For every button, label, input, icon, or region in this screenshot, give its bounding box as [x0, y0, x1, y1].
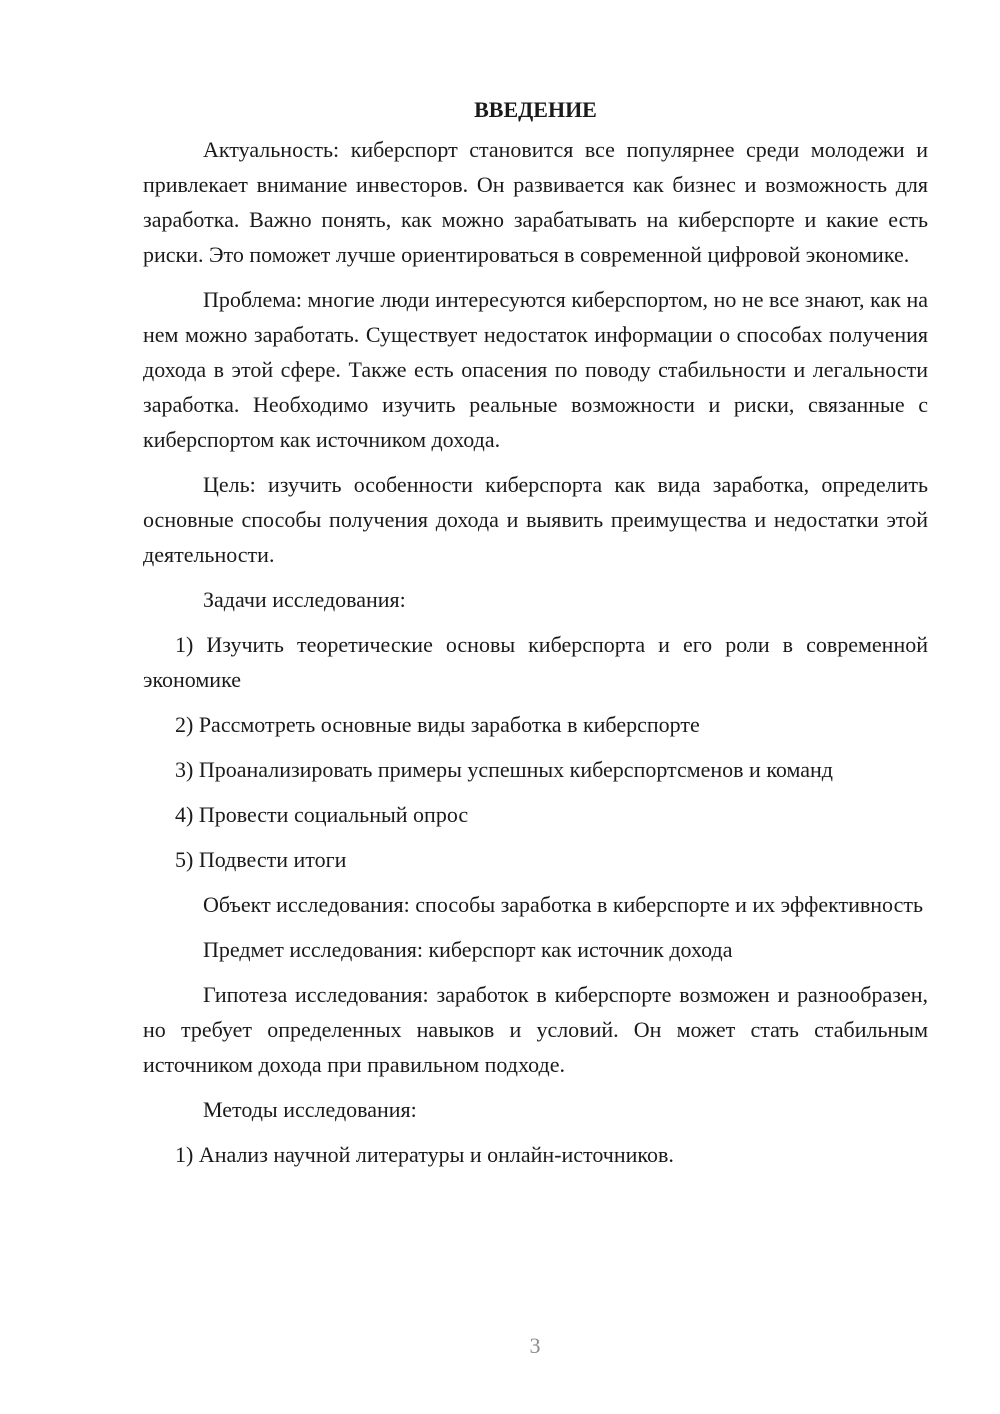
problem-label: Проблема:	[203, 287, 302, 312]
subject-paragraph: Предмет исследования: киберспорт как источник дохода	[203, 937, 733, 962]
document-page	[143, 92, 928, 1182]
task-item-5: 5) Подвести итоги	[175, 847, 347, 872]
relevance-paragraph	[143, 132, 928, 272]
task-item-2: 2) Рассмотреть основные виды заработка в киберспорте	[175, 712, 700, 737]
relevance-label: Актуальность:	[203, 137, 340, 162]
method-item-1: 1) Анализ научной литературы и онлайн-источников.	[175, 1142, 674, 1167]
methods-heading: Методы исследования:	[203, 1097, 417, 1122]
page-number: 3	[529, 1333, 541, 1358]
goal-paragraph	[143, 467, 928, 572]
goal-text: изучить особенности киберспорта как вида заработка, определить основные способы получения дохода и выявить преимущества и недостатки этой деятельности.	[143, 472, 928, 567]
tasks-heading: Задачи исследования:	[203, 587, 406, 612]
problem-paragraph	[143, 282, 928, 457]
goal-label: Цель:	[203, 472, 256, 497]
hypothesis-paragraph: Гипотеза исследования: заработок в киберспорте возможен и разнообразен, но требует определенных навыков и условий. Он может стать стабильным источником дохода при правильном подходе.	[143, 982, 928, 1077]
task-item-1: 1) Изучить теоретические основы киберспорта и его роли в современной экономике	[143, 632, 928, 692]
object-paragraph: Объект исследования: способы заработка в киберспорте и их эффективность	[203, 892, 924, 917]
task-item-3: 3) Проанализировать примеры успешных киберспортсменов и команд	[175, 757, 833, 782]
problem-text: многие люди интересуются киберспортом, но не все знают, как на нем можно заработать. Существует недостаток информации о способах получения дохода в этой сфере. Также есть опасения по поводу стабильности и легальности заработка. Необходимо изучить реальные возможности и риски, связанные с киберспортом как источником дохода.	[143, 287, 928, 452]
relevance-text: киберспорт становится все популярнее среди молодежи и привлекает внимание инвесторов. Он развивается как бизнес и возможность для заработка. Важно понять, как можно зарабатывать на киберспорте и какие есть риски. Это поможет лучше ориентироваться в современной цифровой экономике.	[143, 137, 928, 267]
task-item-4: 4) Провести социальный опрос	[175, 802, 469, 827]
page-title: ВВЕДЕНИЕ	[474, 97, 597, 122]
